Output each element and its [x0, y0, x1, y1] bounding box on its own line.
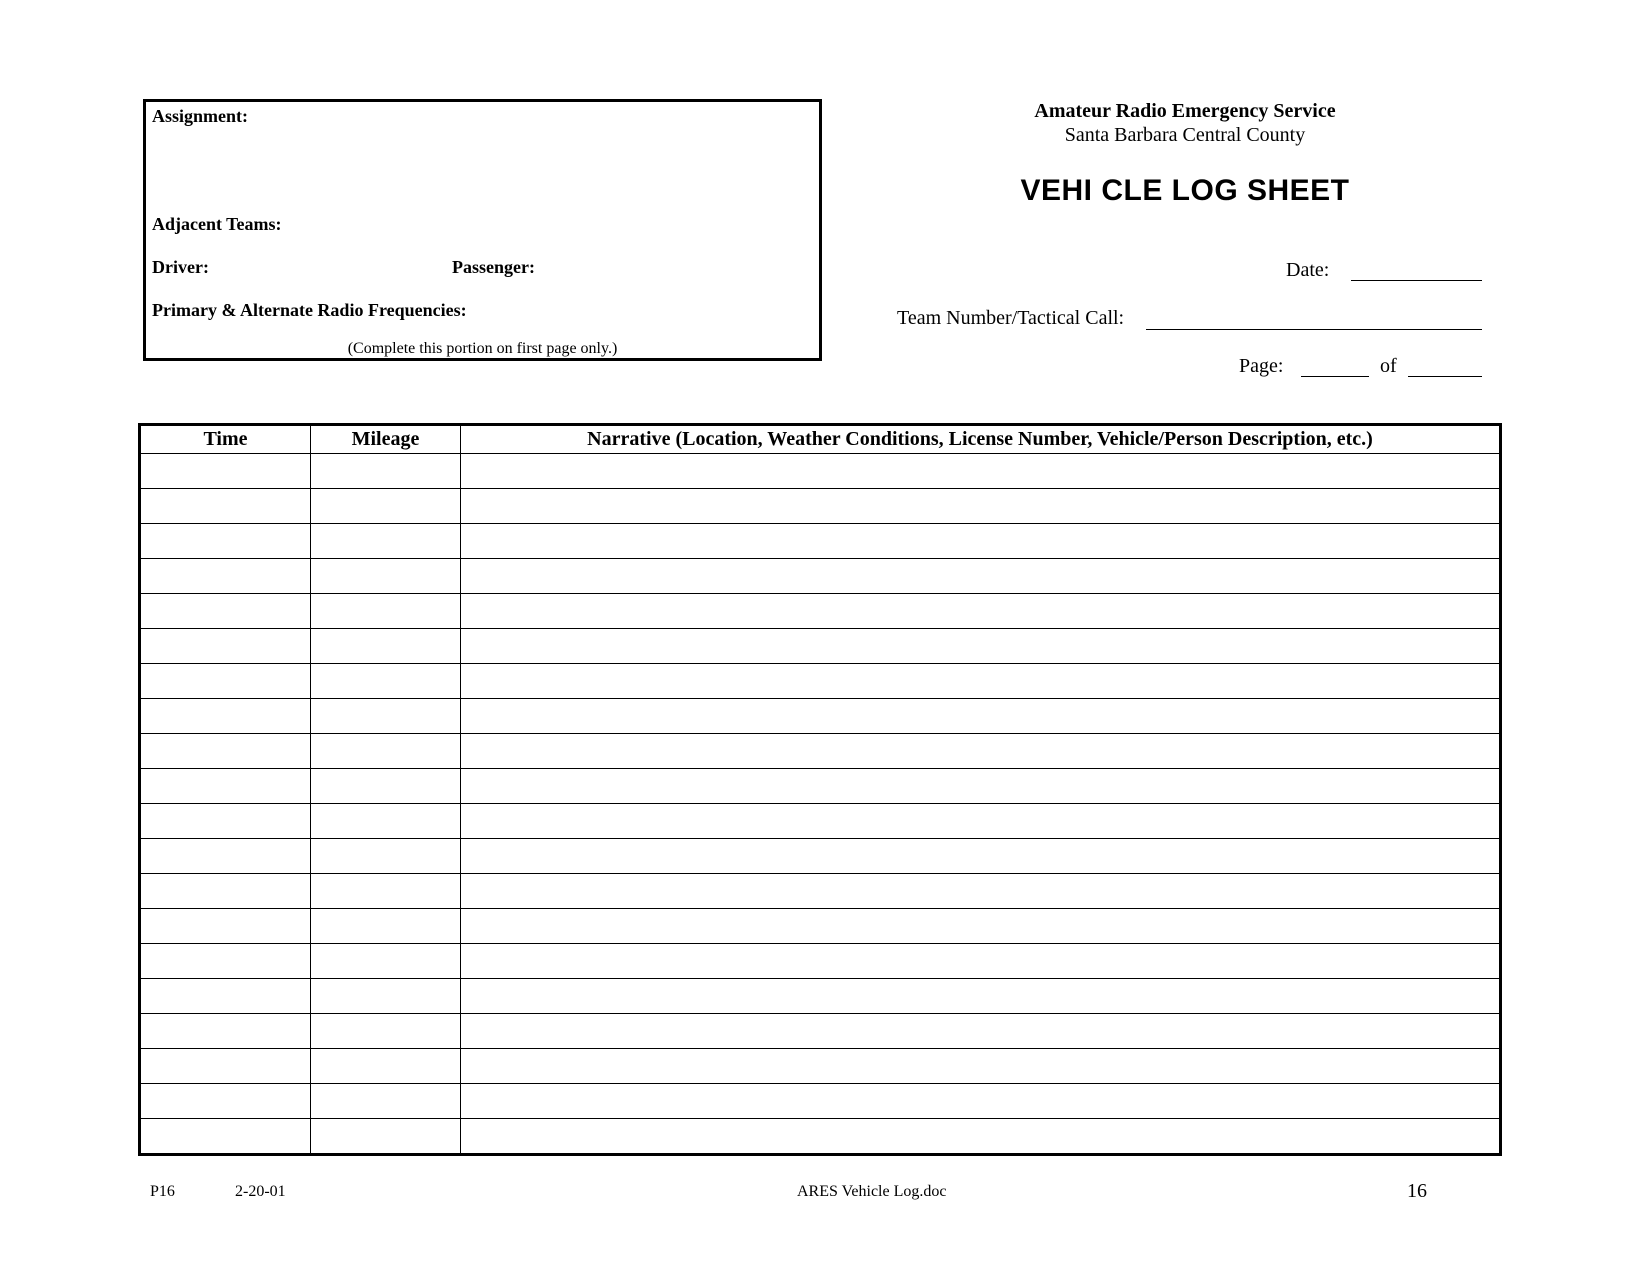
- table-row: [140, 944, 1501, 979]
- table-row: [140, 1084, 1501, 1119]
- mileage-cell[interactable]: [311, 559, 461, 594]
- time-cell[interactable]: [140, 629, 311, 664]
- table-row: [140, 769, 1501, 804]
- time-cell[interactable]: [140, 979, 311, 1014]
- driver-label: Driver:: [152, 257, 209, 277]
- assignment-box: [143, 99, 822, 361]
- table-header-row: [140, 425, 1501, 454]
- mileage-cell[interactable]: [311, 629, 461, 664]
- assignment-label: Assignment:: [152, 106, 249, 126]
- mileage-cell[interactable]: [311, 944, 461, 979]
- column-header-narrative: Narrative (Location, Weather Conditions, License Number, Vehicle/Person Description, etc.): [461, 425, 1501, 454]
- table-row: [140, 1049, 1501, 1084]
- narrative-cell[interactable]: [461, 454, 1501, 489]
- narrative-cell[interactable]: [461, 909, 1501, 944]
- narrative-cell[interactable]: [461, 1014, 1501, 1049]
- date-field[interactable]: [1351, 280, 1482, 281]
- time-cell[interactable]: [140, 559, 311, 594]
- table-row: [140, 454, 1501, 489]
- page-label: Page:: [1239, 355, 1284, 377]
- mileage-cell[interactable]: [311, 664, 461, 699]
- narrative-cell[interactable]: [461, 629, 1501, 664]
- time-cell[interactable]: [140, 944, 311, 979]
- table-row: [140, 594, 1501, 629]
- time-cell[interactable]: [140, 839, 311, 874]
- mileage-cell[interactable]: [311, 769, 461, 804]
- time-cell[interactable]: [140, 489, 311, 524]
- footer-date: 2-20-01: [235, 1183, 286, 1200]
- table-row: [140, 699, 1501, 734]
- narrative-cell[interactable]: [461, 734, 1501, 769]
- time-cell[interactable]: [140, 734, 311, 769]
- of-label: of: [1380, 355, 1397, 377]
- team-label: Team Number/Tactical Call:: [897, 307, 1125, 329]
- column-header-mileage: Mileage: [311, 425, 461, 454]
- time-cell[interactable]: [140, 1119, 311, 1155]
- time-cell[interactable]: [140, 664, 311, 699]
- time-cell[interactable]: [140, 594, 311, 629]
- narrative-cell[interactable]: [461, 839, 1501, 874]
- table-row: [140, 629, 1501, 664]
- narrative-cell[interactable]: [461, 489, 1501, 524]
- table-row: [140, 1014, 1501, 1049]
- mileage-cell[interactable]: [311, 734, 461, 769]
- mileage-cell[interactable]: [311, 699, 461, 734]
- mileage-cell[interactable]: [311, 909, 461, 944]
- table-row: [140, 909, 1501, 944]
- time-cell[interactable]: [140, 454, 311, 489]
- table-row: [140, 524, 1501, 559]
- first-page-note: (Complete this portion on first page only.): [347, 340, 618, 357]
- footer-filename: ARES Vehicle Log.doc: [797, 1183, 947, 1200]
- form-title: VEHI CLE LOG SHEET: [1020, 174, 1350, 207]
- mileage-cell[interactable]: [311, 489, 461, 524]
- table-row: [140, 664, 1501, 699]
- org-name: Amateur Radio Emergency Service: [1034, 100, 1336, 122]
- time-cell[interactable]: [140, 699, 311, 734]
- narrative-cell[interactable]: [461, 804, 1501, 839]
- table-row: [140, 979, 1501, 1014]
- table-row: [140, 804, 1501, 839]
- table-row: [140, 559, 1501, 594]
- narrative-cell[interactable]: [461, 594, 1501, 629]
- time-cell[interactable]: [140, 1049, 311, 1084]
- mileage-cell[interactable]: [311, 874, 461, 909]
- mileage-cell[interactable]: [311, 1084, 461, 1119]
- time-cell[interactable]: [140, 1014, 311, 1049]
- mileage-cell[interactable]: [311, 1119, 461, 1155]
- narrative-cell[interactable]: [461, 944, 1501, 979]
- mileage-cell[interactable]: [311, 454, 461, 489]
- mileage-cell[interactable]: [311, 839, 461, 874]
- narrative-cell[interactable]: [461, 1119, 1501, 1155]
- narrative-cell[interactable]: [461, 559, 1501, 594]
- frequencies-label: Primary & Alternate Radio Frequencies:: [152, 300, 467, 320]
- narrative-cell[interactable]: [461, 524, 1501, 559]
- time-cell[interactable]: [140, 1084, 311, 1119]
- log-body: [140, 454, 1501, 1155]
- time-cell[interactable]: [140, 769, 311, 804]
- org-subtitle: Santa Barbara Central County: [1064, 124, 1306, 146]
- narrative-cell[interactable]: [461, 699, 1501, 734]
- page-total-field[interactable]: [1408, 376, 1482, 377]
- table-row: [140, 734, 1501, 769]
- mileage-cell[interactable]: [311, 1049, 461, 1084]
- team-call-field[interactable]: [1146, 329, 1482, 330]
- narrative-cell[interactable]: [461, 664, 1501, 699]
- adjacent-teams-label: Adjacent Teams:: [152, 214, 282, 234]
- page-number-field[interactable]: [1301, 376, 1369, 377]
- mileage-cell[interactable]: [311, 594, 461, 629]
- narrative-cell[interactable]: [461, 874, 1501, 909]
- log-table: [138, 423, 1502, 1156]
- footer-page-code: P16: [150, 1183, 175, 1200]
- column-header-time: Time: [140, 425, 311, 454]
- narrative-cell[interactable]: [461, 769, 1501, 804]
- table-row: [140, 839, 1501, 874]
- mileage-cell[interactable]: [311, 804, 461, 839]
- mileage-cell[interactable]: [311, 979, 461, 1014]
- narrative-cell[interactable]: [461, 1049, 1501, 1084]
- narrative-cell[interactable]: [461, 979, 1501, 1014]
- table-row: [140, 489, 1501, 524]
- table-row: [140, 874, 1501, 909]
- footer-page-number: 16: [1407, 1180, 1427, 1202]
- time-cell[interactable]: [140, 874, 311, 909]
- narrative-cell[interactable]: [461, 1084, 1501, 1119]
- time-cell[interactable]: [140, 524, 311, 559]
- time-cell[interactable]: [140, 804, 311, 839]
- mileage-cell[interactable]: [311, 1014, 461, 1049]
- passenger-label: Passenger:: [452, 257, 535, 277]
- table-row: [140, 1119, 1501, 1155]
- date-label: Date:: [1286, 259, 1330, 281]
- time-cell[interactable]: [140, 909, 311, 944]
- mileage-cell[interactable]: [311, 524, 461, 559]
